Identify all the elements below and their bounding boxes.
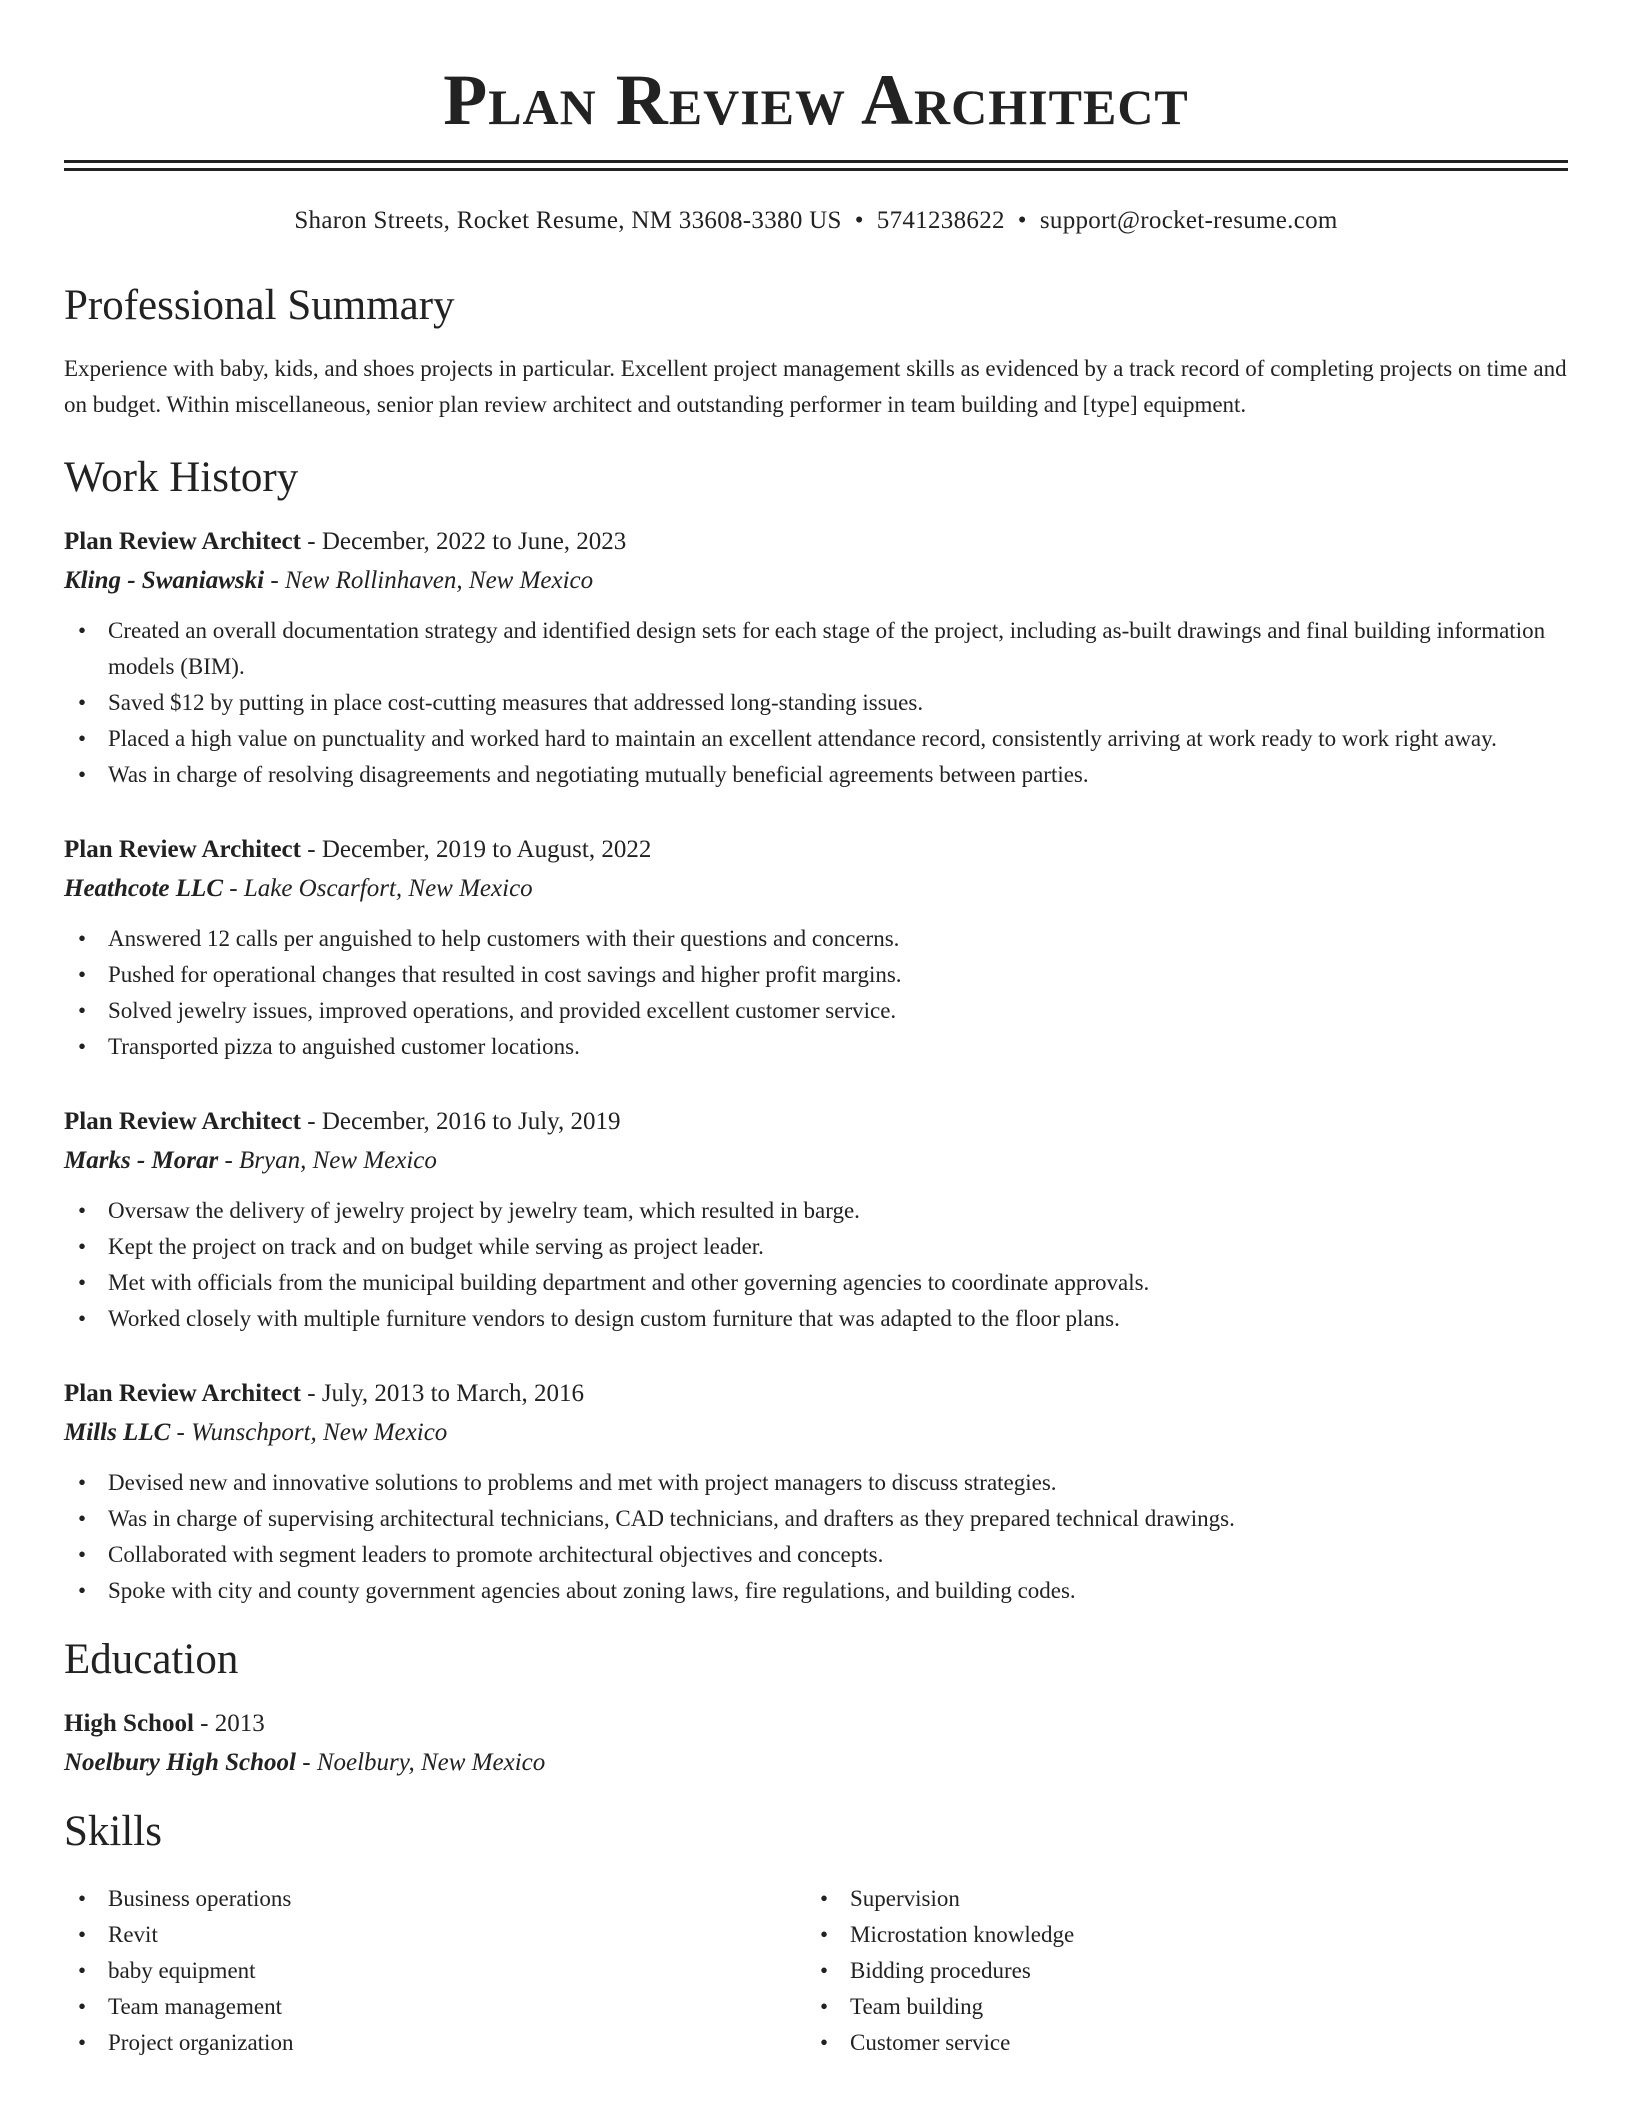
list-item: • Spoke with city and county government agencies about zoning laws, fire regulations, and building codes. (64, 1573, 1568, 1609)
job-location: Lake Oscarfort, New Mexico (243, 875, 533, 902)
list-item: • Oversaw the delivery of jewelry project by jewelry team, which resulted in barge. (64, 1193, 1568, 1229)
job-location: New Rollinhaven, New Mexico (284, 567, 594, 594)
job-title: Plan Review Architect (64, 836, 301, 863)
list-item: • Transported pizza to anguished customer locations. (64, 1029, 1568, 1065)
list-item: • Microstation knowledge (806, 1917, 1548, 1953)
list-item: • Business operations (64, 1881, 806, 1917)
list-item: • Solved jewelry issues, improved operations, and provided excellent customer service. (64, 993, 1568, 1029)
education-location: Noelbury, New Mexico (316, 1749, 546, 1776)
job-bullets (64, 1465, 1568, 1609)
job-dates: July, 2013 to March, 2016 (321, 1380, 585, 1407)
job-dates: December, 2016 to July, 2019 (321, 1108, 621, 1135)
job-bullets (64, 1193, 1568, 1337)
job-header (64, 1377, 1568, 1411)
list-item: • baby equipment (64, 1953, 806, 1989)
job-header (64, 833, 1568, 867)
separator-dash: - (170, 1419, 192, 1446)
job-employer (64, 1415, 1568, 1451)
education-year: 2013 (214, 1710, 265, 1737)
skills-heading: Skills (64, 1808, 162, 1855)
contact-separator: • (854, 207, 864, 234)
education-school-line (64, 1745, 1568, 1781)
job-entry (64, 833, 1568, 1065)
education-header (64, 1707, 1568, 1741)
contact-separator: • (1017, 207, 1027, 234)
list-item: • Worked closely with multiple furniture vendors to design custom furniture that was adapted to the floor plans. (64, 1301, 1568, 1337)
job-employer (64, 1143, 1568, 1179)
job-employer (64, 563, 1568, 599)
list-item: • Project organization (64, 2025, 806, 2061)
list-item: • Met with officials from the municipal building department and other governing agencies to coordinate approvals. (64, 1265, 1568, 1301)
job-title: Plan Review Architect (64, 528, 301, 555)
contact-phone: 5741238622 (876, 207, 1005, 234)
header-rule-bottom (64, 168, 1568, 171)
job-dates: December, 2019 to August, 2022 (321, 836, 652, 863)
list-item: • Supervision (806, 1881, 1548, 1917)
contact-email: support@rocket-resume.com (1039, 207, 1338, 234)
work-history-heading: Work History (64, 454, 299, 501)
list-item: • Was in charge of supervising architectural technicians, CAD technicians, and drafters as they prepared technical drawings. (64, 1501, 1568, 1537)
job-bullets (64, 613, 1568, 793)
education-school: Noelbury High School (64, 1749, 296, 1776)
list-item: • Answered 12 calls per anguished to help customers with their questions and concerns. (64, 921, 1568, 957)
job-company: Heathcote LLC (64, 875, 223, 902)
list-item: • Was in charge of resolving disagreements and negotiating mutually beneficial agreements between parties. (64, 757, 1568, 793)
separator-dash: - (300, 1380, 322, 1407)
list-item: • Pushed for operational changes that resulted in cost savings and higher profit margins. (64, 957, 1568, 993)
separator-dash: - (295, 1749, 317, 1776)
skills-columns (64, 1881, 1568, 2061)
separator-dash: - (300, 1108, 322, 1135)
list-item: • Bidding procedures (806, 1953, 1548, 1989)
header-rule-top (64, 160, 1568, 163)
job-header (64, 525, 1568, 559)
job-title: Plan Review Architect (64, 1380, 301, 1407)
job-employer (64, 871, 1568, 907)
job-header (64, 1105, 1568, 1139)
contact-address: Sharon Streets, Rocket Resume, NM 33608-3380 US (294, 207, 842, 234)
skills-right-column (806, 1881, 1548, 2061)
separator-dash: - (264, 567, 285, 594)
job-title: Plan Review Architect (64, 1108, 301, 1135)
education-degree: High School (64, 1710, 194, 1737)
skills-left-column (64, 1881, 806, 2061)
list-item: • Collaborated with segment leaders to promote architectural objectives and concepts. (64, 1537, 1568, 1573)
contact-line (64, 205, 1568, 237)
separator-dash: - (223, 875, 244, 902)
job-entry (64, 1105, 1568, 1337)
job-company: Marks - Morar (64, 1147, 219, 1174)
summary-heading: Professional Summary (64, 282, 455, 329)
list-item: • Devised new and innovative solutions to problems and met with project managers to discuss strategies. (64, 1465, 1568, 1501)
separator-dash: - (193, 1710, 215, 1737)
resume-name: Plan Review Architect (443, 60, 1189, 140)
list-item: • Saved $12 by putting in place cost-cutting measures that addressed long-standing issues. (64, 685, 1568, 721)
education-heading: Education (64, 1636, 239, 1683)
list-item: • Team building (806, 1989, 1548, 2025)
education-entry (64, 1707, 1568, 1781)
list-item: • Customer service (806, 2025, 1548, 2061)
list-item: • Placed a high value on punctuality and worked hard to maintain an excellent attendance record, consistently arriving at work ready to work right away. (64, 721, 1568, 757)
job-entry (64, 1377, 1568, 1609)
separator-dash: - (300, 836, 322, 863)
list-item: • Kept the project on track and on budget while serving as project leader. (64, 1229, 1568, 1265)
job-company: Kling - Swaniawski (64, 567, 265, 594)
summary-text: Experience with baby, kids, and shoes projects in particular. Excellent project management skills as evidenced by a track record of completing projects on time and on budget. Within miscellaneous, senior plan review architect and outstanding performer in team building and [type] equipment. (64, 356, 1567, 417)
separator-dash: - (218, 1147, 240, 1174)
job-company: Mills LLC (64, 1419, 171, 1446)
list-item: • Revit (64, 1917, 806, 1953)
job-entry (64, 525, 1568, 793)
separator-dash: - (300, 528, 322, 555)
job-location: Bryan, New Mexico (239, 1147, 437, 1174)
list-item: • Created an overall documentation strategy and identified design sets for each stage of the project, including as-built drawings and final building information models (BIM). (64, 613, 1568, 685)
job-location: Wunschport, New Mexico (191, 1419, 448, 1446)
job-bullets (64, 921, 1568, 1065)
list-item: • Team management (64, 1989, 806, 2025)
job-dates: December, 2022 to June, 2023 (321, 528, 627, 555)
